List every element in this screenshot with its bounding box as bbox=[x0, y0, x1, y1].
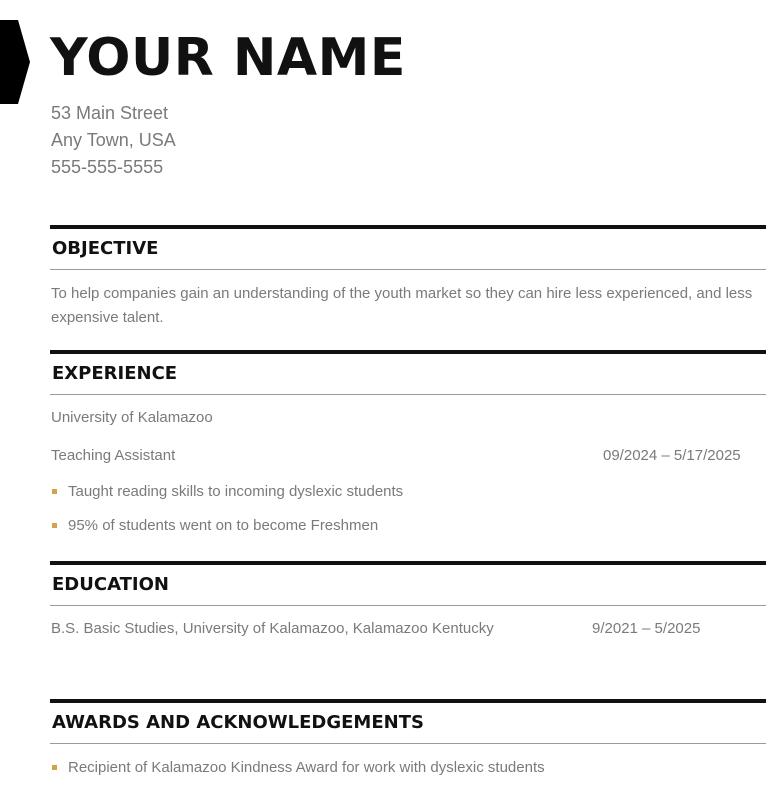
experience-section bbox=[50, 350, 766, 543]
experience-role-row bbox=[50, 437, 766, 475]
experience-bullet: Taught reading skills to incoming dyslexic students bbox=[50, 475, 766, 509]
experience-dates: 09/2024 – 5/17/2025 bbox=[603, 447, 741, 464]
awards-title: AWARDS AND ACKNOWLEDGEMENTS bbox=[52, 712, 424, 733]
header-accent-marker bbox=[0, 20, 30, 104]
experience-title: EXPERIENCE bbox=[52, 363, 178, 384]
objective-title: OBJECTIVE bbox=[52, 238, 159, 259]
experience-role: Teaching Assistant bbox=[51, 447, 176, 464]
section-divider-thin bbox=[50, 605, 766, 606]
contact-block bbox=[51, 100, 176, 181]
objective-text: To help companies gain an understanding of the youth market so they can hire less experienced, and less expensive talent. bbox=[51, 285, 753, 326]
address-line-2: Any Town, USA bbox=[51, 130, 176, 150]
education-dates: 9/2021 – 5/2025 bbox=[592, 620, 701, 637]
section-divider-thin bbox=[50, 743, 766, 744]
experience-employer: University of Kalamazoo bbox=[51, 409, 213, 426]
education-title: EDUCATION bbox=[52, 574, 169, 595]
address-line-1: 53 Main Street bbox=[51, 103, 169, 123]
education-degree: B.S. Basic Studies, University of Kalamazoo, Kalamazoo Kentucky bbox=[51, 620, 494, 637]
resume-name: YOUR NAME bbox=[50, 28, 406, 88]
section-divider-thin bbox=[50, 269, 766, 270]
education-section bbox=[50, 561, 766, 648]
awards-bullet: Recipient of Kalamazoo Kindness Award for work with dyslexic students bbox=[50, 751, 766, 785]
section-divider-thin bbox=[50, 394, 766, 395]
objective-section bbox=[50, 225, 766, 330]
experience-bullet: 95% of students went on to become Freshmen bbox=[50, 509, 766, 543]
awards-section bbox=[50, 699, 766, 785]
education-row bbox=[50, 610, 766, 648]
phone-number: 555-555-5555 bbox=[51, 157, 164, 177]
